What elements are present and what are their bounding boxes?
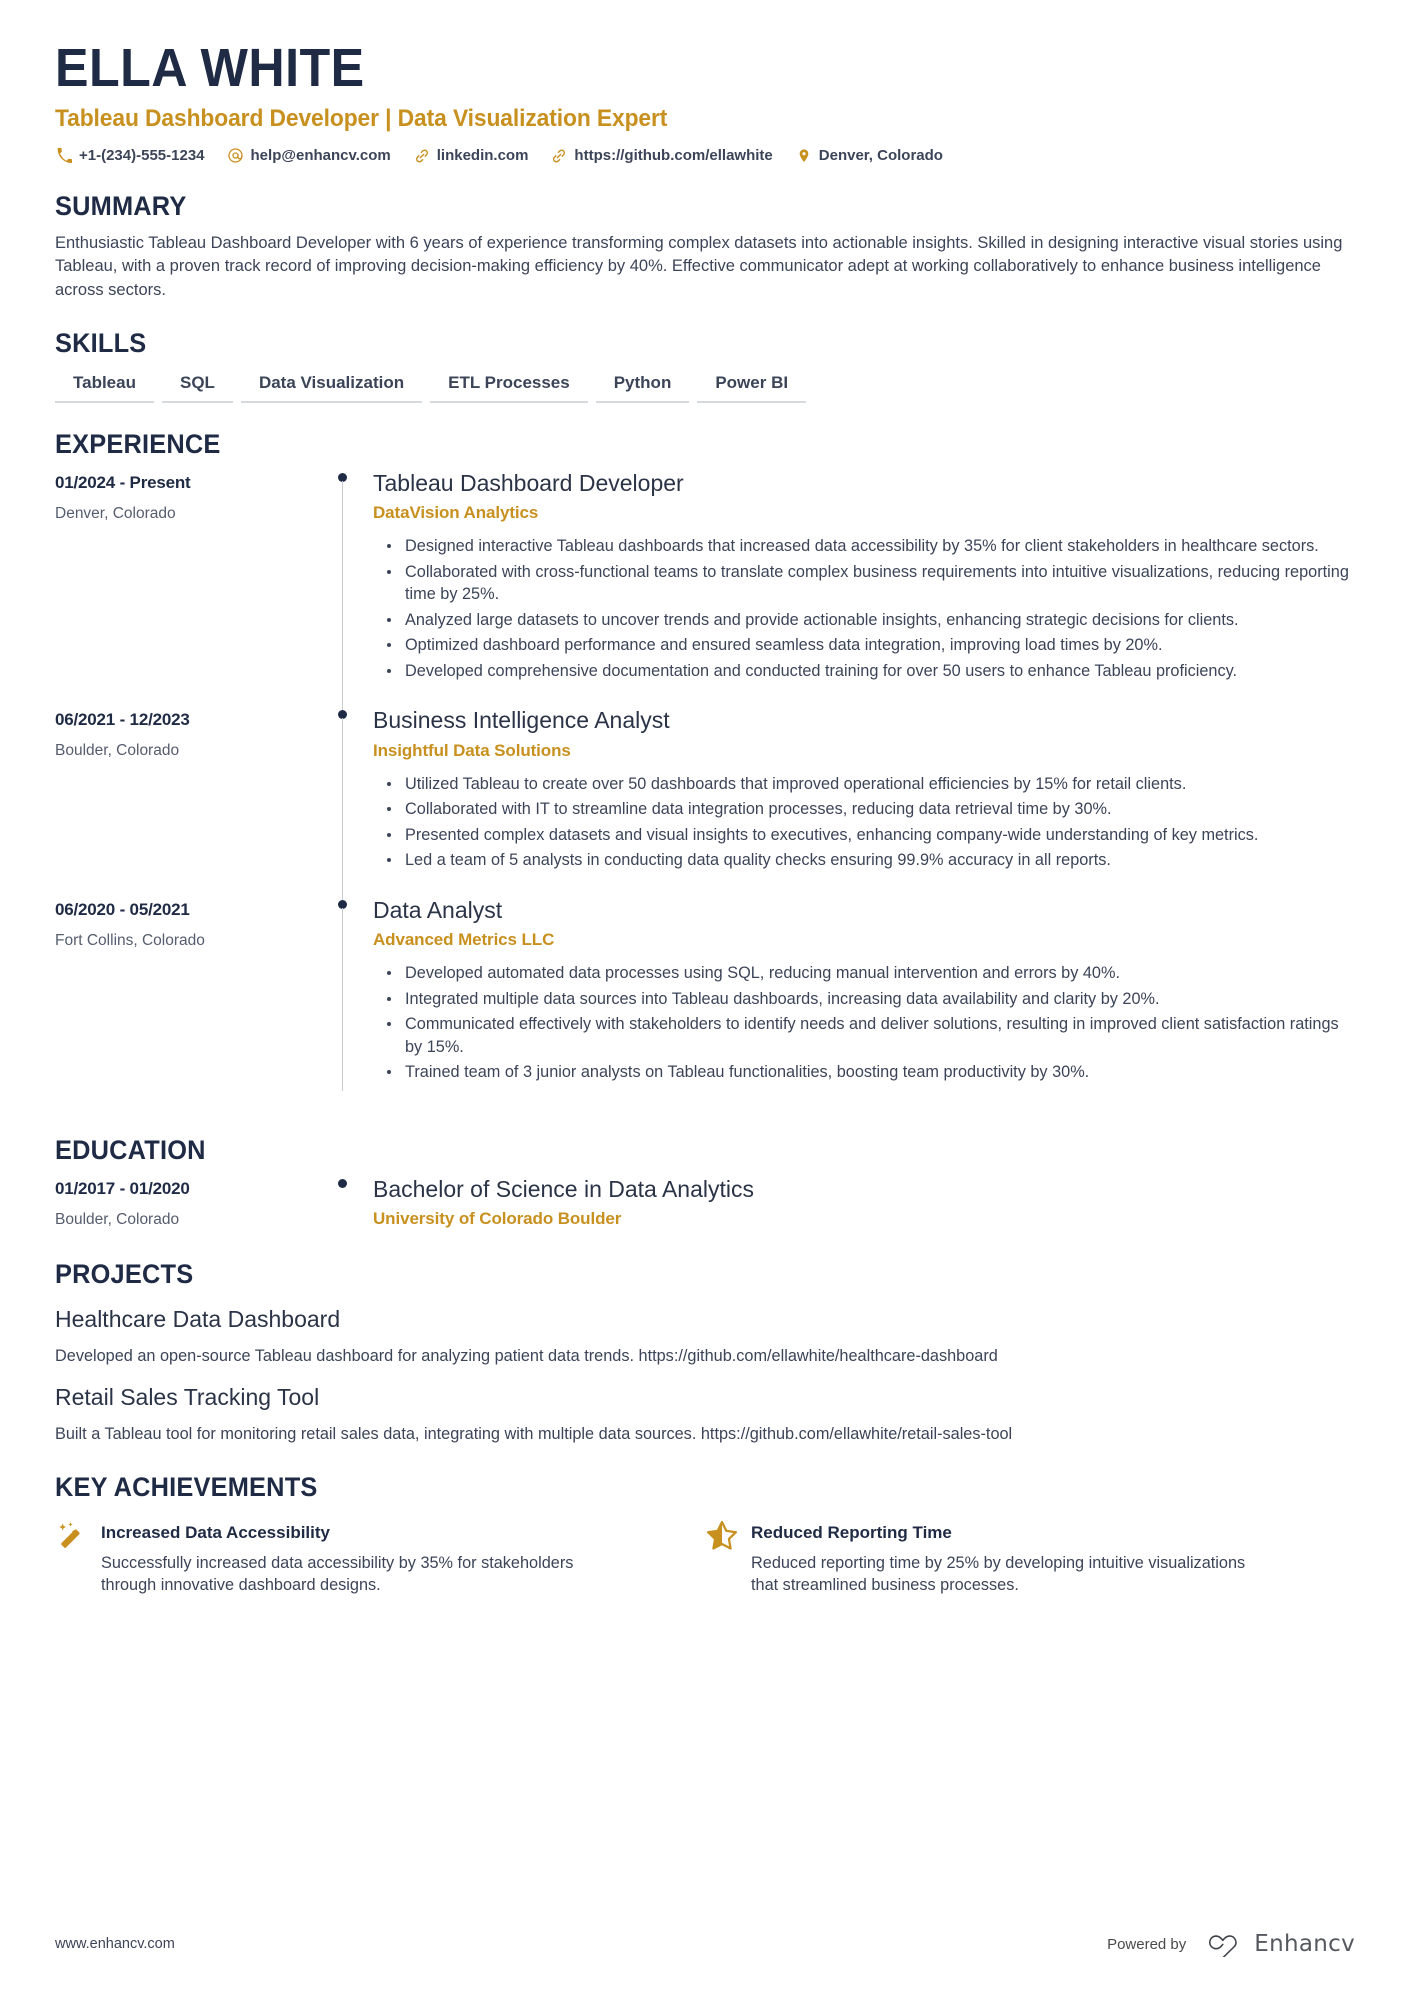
bullet-item: Presented complex datasets and visual insights to executives, enhancing company-wide understanding of key metrics. [403, 824, 1355, 846]
contact-location [795, 147, 943, 165]
bullet-item: Trained team of 3 junior analysts on Tableau functionalities, boosting team productivity by 30%. [403, 1061, 1355, 1083]
achievements-section [55, 1472, 1355, 1598]
enhancv-wordmark: Enhancv [1254, 1931, 1355, 1957]
education-entry [55, 1176, 1355, 1233]
resume-footer [55, 1931, 1355, 1957]
timeline-line [342, 718, 343, 900]
achievements-grid [55, 1517, 1355, 1598]
bullet-item: Optimized dashboard performance and ensured seamless data integration, improving load times by 20%. [403, 634, 1355, 656]
experience-entry-location: Fort Collins, Colorado [55, 931, 205, 949]
timeline-dot [338, 1179, 347, 1188]
achievement-text [751, 1517, 1265, 1598]
achievement-description: Successfully increased data accessibility by 35% for stakeholders through innovative dashboard designs. [101, 1553, 574, 1595]
education-entry-location: Boulder, Colorado [55, 1210, 180, 1228]
project-item [55, 1384, 1355, 1446]
bullet-item: Developed comprehensive documentation and conducted training for over 50 users to enhance Tableau proficiency. [403, 660, 1355, 682]
contact-row [55, 147, 1355, 165]
projects-section-title: PROJECTS [55, 1258, 194, 1289]
contact-linkedin[interactable] [413, 147, 529, 165]
summary-section [55, 191, 1355, 302]
achievement-item [705, 1517, 1355, 1598]
experience-entry-meta [55, 470, 327, 707]
project-description: Developed an open-source Tableau dashboard for analyzing patient data trends. https://github.com/ellawhite/healthcare-dashboard [55, 1346, 998, 1365]
summary-section-title: SUMMARY [55, 190, 187, 221]
email-icon [227, 147, 245, 165]
skills-section-title: SKILLS [55, 327, 147, 358]
experience-entry-bullets [373, 962, 1355, 1083]
contact-location-text: Denver, Colorado [818, 147, 943, 165]
experience-entry-body [367, 707, 1355, 896]
timeline-line [342, 481, 343, 711]
experience-section-title: EXPERIENCE [55, 428, 221, 459]
education-entry-date: 01/2017 - 01/2020 [55, 1178, 190, 1198]
experience-entry-body [367, 897, 1355, 1109]
education-entry-school: University of Colorado Boulder [373, 1208, 622, 1228]
experience-entry-body [367, 470, 1355, 707]
link-icon [550, 147, 568, 165]
education-section-title: EDUCATION [55, 1134, 206, 1165]
footer-branding [1107, 1931, 1355, 1957]
bullet-item: Analyzed large datasets to uncover trends and provide actionable insights, enhancing strategic decisions for clients. [403, 609, 1355, 631]
achievements-section-title: KEY ACHIEVEMENTS [55, 1471, 318, 1502]
achievement-description: Reduced reporting time by 25% by developing intuitive visualizations that streamlined business processes. [751, 1553, 1246, 1595]
bullet-item: Utilized Tableau to create over 50 dashboards that improved operational efficiencies by 15% for retail clients. [403, 773, 1355, 795]
contact-phone[interactable] [55, 147, 205, 165]
education-entry-degree: Bachelor of Science in Data Analytics [373, 1175, 754, 1202]
experience-entry-company: DataVision Analytics [373, 503, 539, 523]
half-star-icon [705, 1517, 751, 1598]
bullet-item: Communicated effectively with stakeholders to identify needs and deliver solutions, resulting in improved client satisfaction ratings by 15%. [403, 1013, 1355, 1058]
location-pin-icon [795, 147, 813, 165]
project-description: Built a Tableau tool for monitoring retail sales data, integrating with multiple data sources. https://github.com/ellawhite/retail-sales-tool [55, 1424, 1013, 1443]
candidate-headline: Tableau Dashboard Developer | Data Visualization Expert [55, 104, 668, 132]
contact-email[interactable] [227, 147, 391, 165]
skill-chip: SQL [162, 373, 233, 403]
skill-chip: ETL Processes [430, 373, 588, 403]
project-name: Healthcare Data Dashboard [55, 1305, 341, 1332]
experience-entry [55, 707, 1355, 896]
timeline-rail [327, 897, 367, 1109]
experience-entry-location: Denver, Colorado [55, 504, 176, 522]
experience-entry-company: Insightful Data Solutions [373, 740, 571, 760]
experience-entry-role: Data Analyst [373, 896, 503, 923]
bullet-item: Collaborated with cross-functional teams to translate complex business requirements into intuitive visualizations, reducing reporting time by 25%. [403, 561, 1355, 606]
summary-text: Enthusiastic Tableau Dashboard Developer with 6 years of experience transforming complex datasets into actionable insights. Skilled in designing interactive visual stories using Tableau, with a proven track record of improving decision-making efficiency by 40%. Effective communicator adept at working collaboratively to enhance business intelligence across sectors. [55, 233, 1343, 299]
skill-chip: Power BI [697, 373, 806, 403]
candidate-name: ELLA WHITE [55, 38, 365, 98]
contact-email-text: help@enhancv.com [250, 147, 391, 165]
education-entry-body [367, 1176, 1355, 1233]
contact-github-text: https://github.com/ellawhite [574, 147, 773, 165]
phone-icon [55, 147, 73, 165]
experience-entry-bullets [373, 535, 1355, 682]
project-item [55, 1306, 1355, 1368]
experience-entry-role: Tableau Dashboard Developer [373, 469, 684, 496]
education-entry-meta [55, 1176, 327, 1233]
timeline-rail [327, 470, 367, 707]
footer-site-url[interactable]: www.enhancv.com [55, 1936, 175, 1952]
powered-by-label: Powered by [1107, 1935, 1187, 1953]
experience-entry-date: 06/2020 - 05/2021 [55, 899, 190, 919]
experience-entry-company: Advanced Metrics LLC [373, 930, 555, 950]
experience-section [55, 429, 1355, 1109]
experience-entry-date: 01/2024 - Present [55, 472, 191, 492]
bullet-item: Designed interactive Tableau dashboards that increased data accessibility by 35% for client stakeholders in healthcare sectors. [403, 535, 1355, 557]
timeline-line [342, 908, 343, 1091]
contact-linkedin-text: linkedin.com [436, 147, 529, 165]
link-icon [413, 147, 431, 165]
skills-list [55, 373, 1355, 403]
timeline-rail [327, 1176, 367, 1233]
experience-entry-meta [55, 897, 327, 1109]
projects-section [55, 1259, 1355, 1446]
contact-phone-text: +1-(234)-555-1234 [79, 147, 205, 165]
skill-chip: Tableau [55, 373, 154, 403]
bullet-item: Developed automated data processes using SQL, reducing manual intervention and errors by 40%. [403, 962, 1355, 984]
skills-section [55, 328, 1355, 403]
bullet-item: Collaborated with IT to streamline data integration processes, reducing data retrieval time by 30%. [403, 798, 1355, 820]
timeline-rail [327, 707, 367, 896]
bullet-item: Led a team of 5 analysts in conducting data quality checks ensuring 99.9% accuracy in all reports. [403, 849, 1355, 871]
achievement-item [55, 1517, 705, 1598]
experience-entry-date: 06/2021 - 12/2023 [55, 710, 190, 730]
experience-entry-location: Boulder, Colorado [55, 742, 180, 760]
achievement-text [101, 1517, 615, 1598]
resume-header [55, 40, 1355, 165]
enhancv-mark-icon [1200, 1931, 1246, 1957]
bullet-item: Integrated multiple data sources into Tableau dashboards, increasing data availability and clarity by 20%. [403, 988, 1355, 1010]
contact-github[interactable] [550, 147, 772, 165]
experience-entry-meta [55, 707, 327, 896]
achievement-title: Reduced Reporting Time [751, 1522, 952, 1542]
experience-entry-role: Business Intelligence Analyst [373, 707, 670, 734]
achievement-title: Increased Data Accessibility [101, 1522, 330, 1542]
enhancv-logo [1200, 1931, 1355, 1957]
education-section [55, 1135, 1355, 1233]
experience-entry [55, 470, 1355, 707]
skill-chip: Data Visualization [241, 373, 422, 403]
experience-entry [55, 897, 1355, 1109]
magic-wand-icon [55, 1517, 101, 1598]
project-name: Retail Sales Tracking Tool [55, 1383, 320, 1410]
experience-entry-bullets [373, 773, 1355, 872]
skill-chip: Python [596, 373, 690, 403]
